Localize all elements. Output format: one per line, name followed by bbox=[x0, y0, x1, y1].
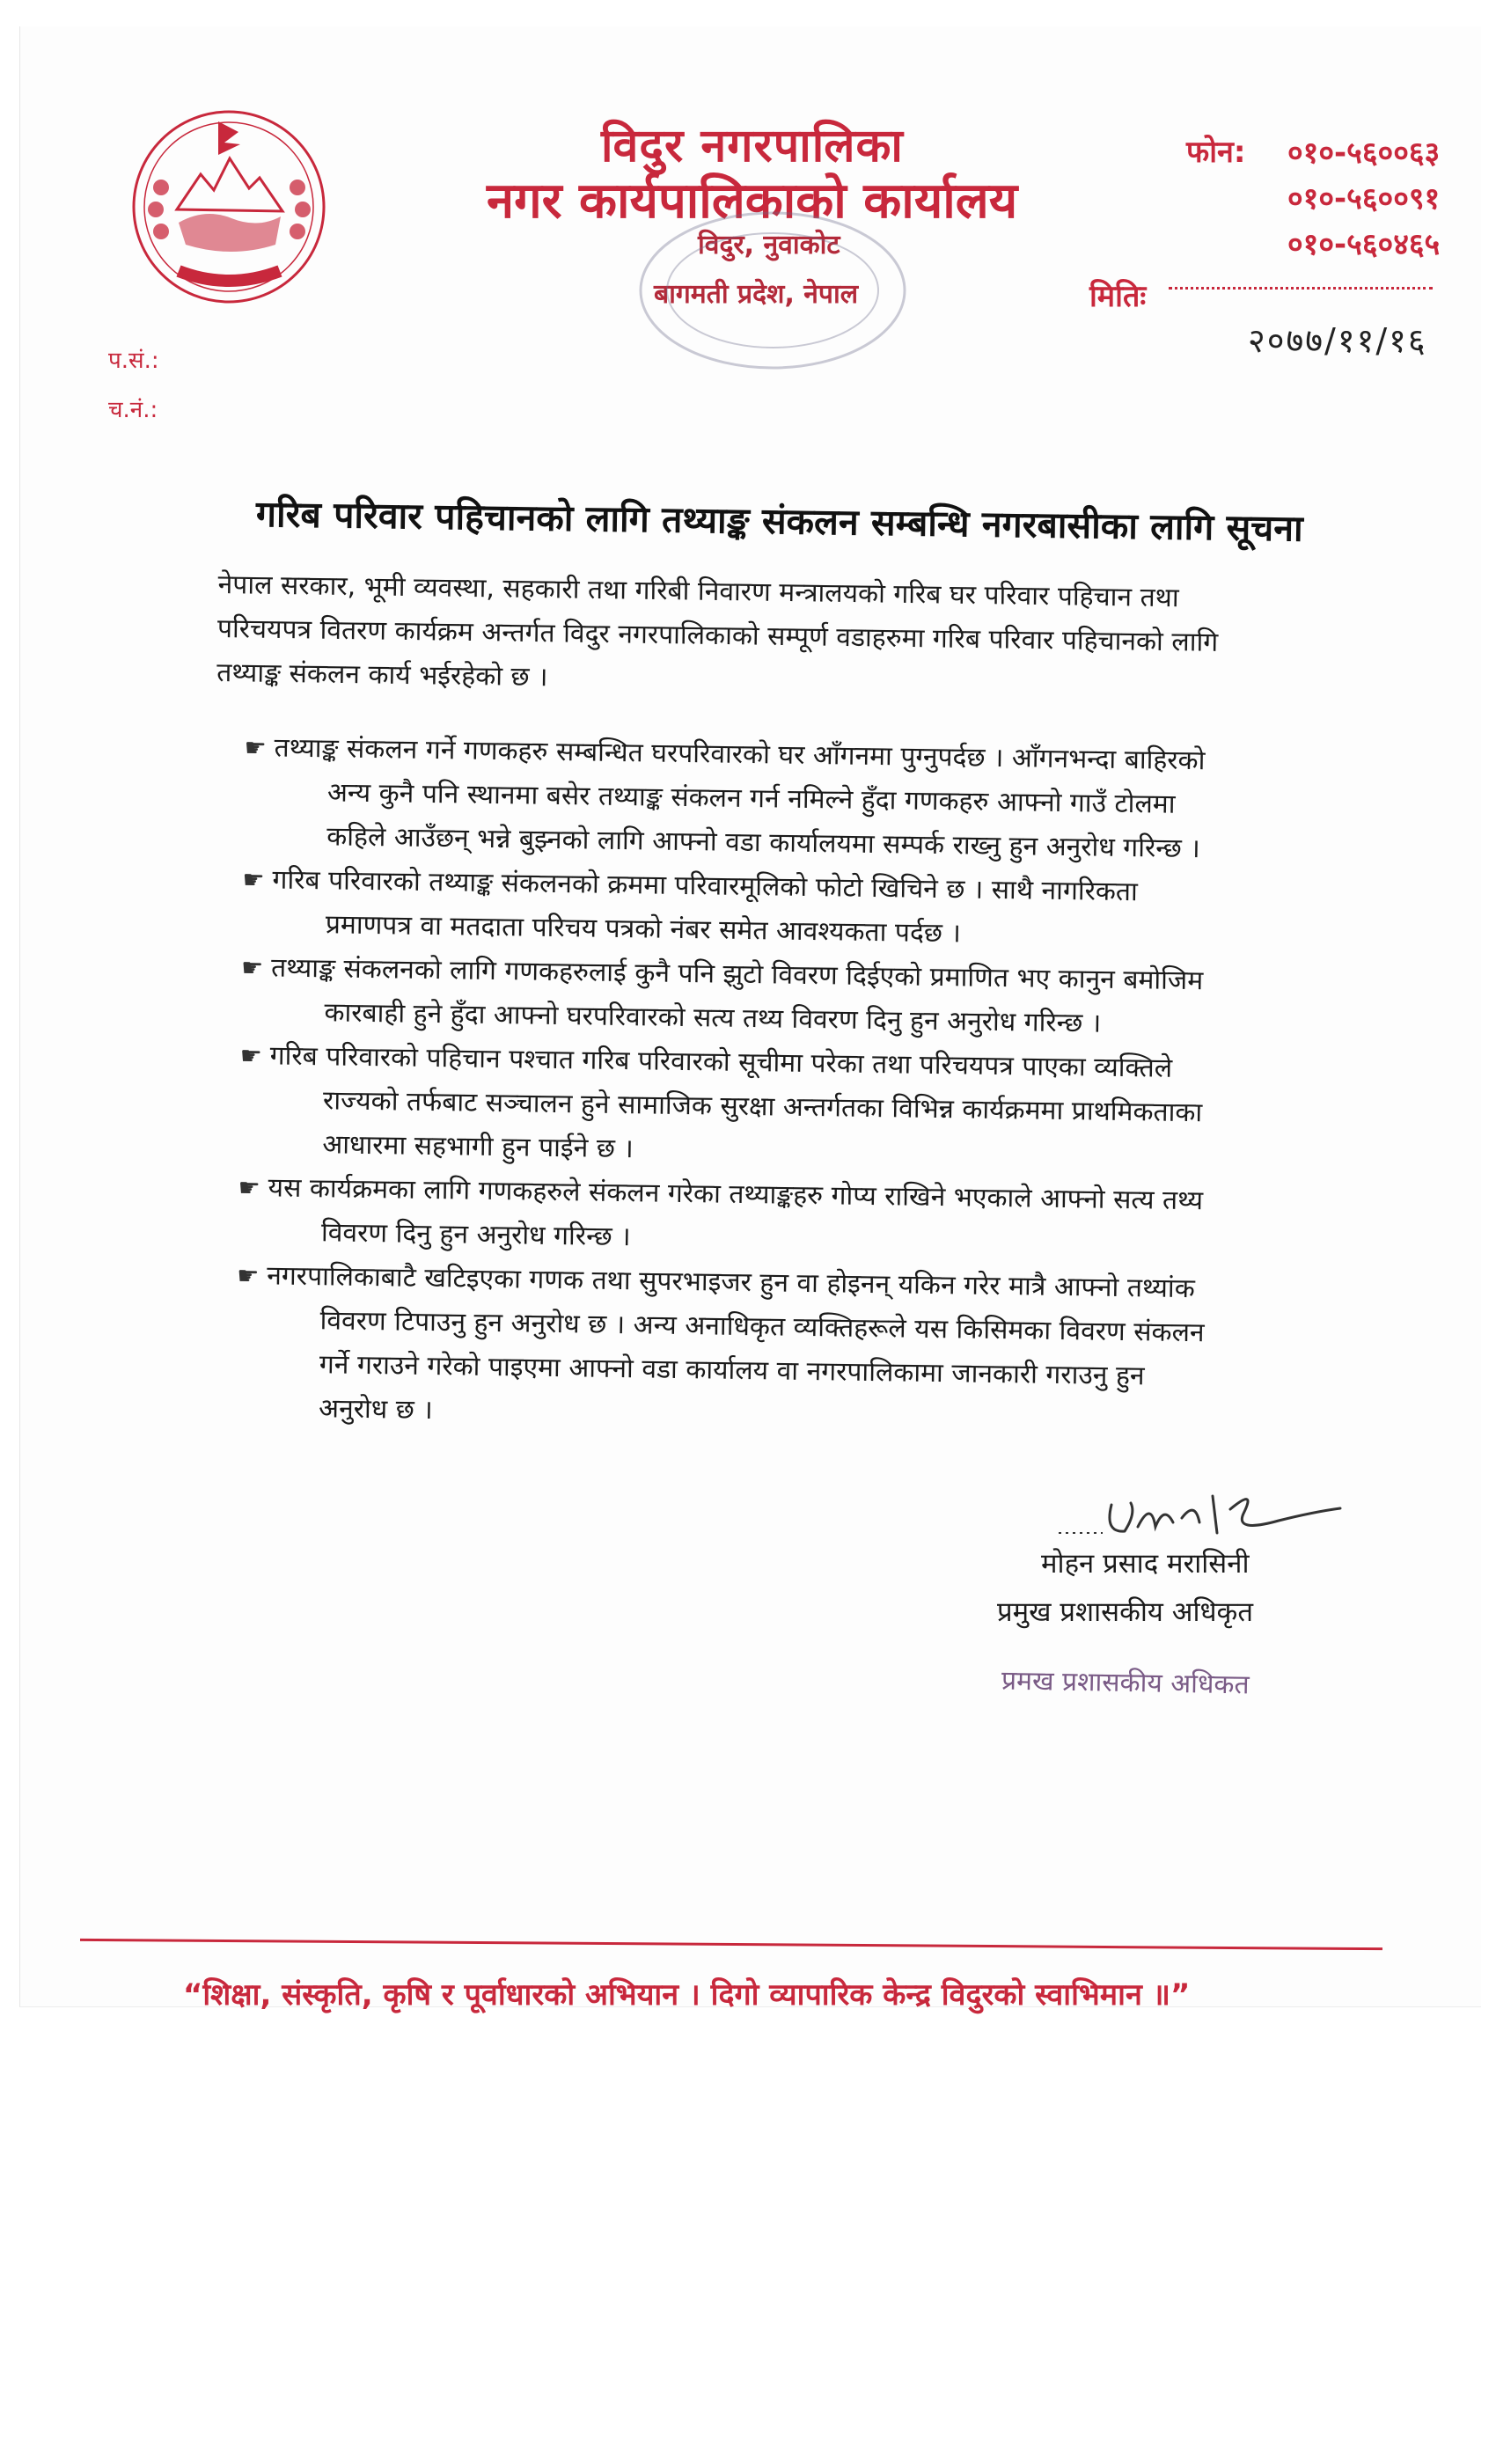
bullet-line: राज्यको तर्फबाट सञ्चालन हुने सामाजिक सुरक्षा अन्तर्गतका विभिन्न कार्यक्रममा प्राथमिकताका bbox=[322, 1085, 1203, 1129]
phone-label: फोन: bbox=[1186, 135, 1246, 170]
bullet-item bbox=[243, 726, 1415, 875]
phone-number: ०१०-५६००६३ bbox=[1287, 136, 1441, 171]
signatory-title: प्रमुख प्रशासकीय अधिकृत bbox=[997, 1596, 1254, 1628]
intro-line: तथ्याङ्क संकलन कार्य भईरहेको छ । bbox=[216, 656, 548, 693]
reference-number-label: प.सं.: bbox=[108, 348, 159, 374]
pointing-hand-icon: ☛ bbox=[237, 1260, 260, 1291]
bullet-line: अनुरोध छ । bbox=[318, 1393, 433, 1426]
bullet-line: कहिले आउँछन् भन्ने बुझ्नको लागि आफ्नो वडा कार्यालयमा सम्पर्क राख्नु हुन अनुरोध गरिन्छ । bbox=[326, 821, 1200, 865]
bullet-line: विवरण टिपाउनु हुन अनुरोध छ । अन्य अनाधिकृत व्यक्तिहरूले यस किसिमका विवरण संकलन bbox=[319, 1305, 1205, 1349]
signatory-stamp: प्रमख प्रशासकीय अधिकत bbox=[1001, 1665, 1250, 1701]
intro-line: परिचयपत्र वितरण कार्यक्रम अन्तर्गत विदुर नगरपालिकाको सम्पूर्ण वडाहरुमा गरिब परिवार पहिचानको लागि bbox=[216, 612, 1219, 658]
phone-number: ०१०-५६००९१ bbox=[1287, 181, 1441, 216]
bullet-line: गरिब परिवारको पहिचान पश्चात गरिब परिवारको सूचीमा परेका तथा परिचयपत्र पाएका व्यक्तिले bbox=[269, 1040, 1173, 1084]
pointing-hand-icon: ☛ bbox=[240, 952, 264, 983]
notice-title: गरिब परिवार पहिचानको लागि तथ्याङ्क संकलन सम्बन्धि नगरबासीका लागि सूचना bbox=[255, 493, 1304, 550]
notice-intro bbox=[216, 563, 1415, 712]
intro-line: नेपाल सरकार, भूमी व्यवस्था, सहकारी तथा गरिबी निवारण मन्त्रालयको गरिब घर परिवार पहिचान तथा bbox=[217, 568, 1179, 614]
address-line1: विदुर, नुवाकोट bbox=[698, 230, 840, 260]
notice-bullets bbox=[235, 726, 1415, 1446]
bullet-item bbox=[238, 1166, 1409, 1271]
bullet-item bbox=[235, 1254, 1408, 1447]
bullet-line: तथ्याङ्क संकलनको लागि गणकहरुलाई कुनै पनि झुटो विवरण दिईएको प्रमाणित भए कानुन बमोजिम bbox=[270, 952, 1204, 997]
date-value: २०७७/११/१६ bbox=[1248, 321, 1427, 360]
address-line2: बागमती प्रदेश, नेपाल bbox=[654, 279, 859, 310]
date-dotted-line bbox=[1169, 287, 1433, 290]
footer-motto: “शिक्षा, संस्कृति, कृषि र पूर्वाधारको अभियान । दिगो व्यापारिक केन्द्र विदुरको स्वाभिमान ॥” bbox=[183, 1977, 1191, 2013]
bullet-line: गर्ने गराउने गरेको पाइएमा आफ्नो वडा कार्यालय वा नगरपालिकामा जानकारी गराउनु हुन bbox=[319, 1349, 1145, 1392]
pointing-hand-icon: ☛ bbox=[244, 732, 267, 763]
bullet-item bbox=[242, 858, 1413, 963]
office-stamp bbox=[627, 202, 918, 378]
bullet-line: प्रमाणपत्र वा मतदाता परिचय पत्रको नंबर समेत आवश्यकता पर्दछ । bbox=[325, 909, 962, 950]
nepal-emblem-logo bbox=[126, 104, 333, 311]
office-name: नगर कार्यपालिकाको कार्यालय bbox=[487, 172, 1018, 230]
bullet-line: विवरण दिनु हुन अनुरोध गरिन्छ । bbox=[320, 1217, 631, 1253]
footer-divider bbox=[80, 1939, 1382, 1950]
letter-sheet bbox=[19, 26, 1481, 2013]
bullet-line: गरिब परिवारको तथ्याङ्क संकलनको क्रममा परिवारमूलिको फोटो खिचिने छ । साथै नागरिकता bbox=[272, 864, 1139, 908]
dispatch-number-label: च.नं.: bbox=[108, 397, 158, 423]
pointing-hand-icon: ☛ bbox=[242, 864, 265, 895]
signatory-name: मोहन प्रसाद मरासिनी bbox=[1041, 1548, 1250, 1580]
bullet-line: कारबाही हुने हुँदा आफ्नो घरपरिवारको सत्य तथ्य विवरण दिनु हुन अनुरोध गरिन्छ । bbox=[324, 997, 1102, 1039]
bullet-line: तथ्याङ्क संकलन गर्ने गणकहरु सम्बन्धित घरपरिवारको घर आँगनमा पुग्नुपर्दछ । आँगनभन्दा बाहिरको bbox=[274, 732, 1206, 777]
phone-number: ०१०-५६०४६५ bbox=[1287, 227, 1441, 262]
bullet-item bbox=[240, 946, 1412, 1051]
bullet-line: अन्य कुनै पनि स्थानमा बसेर तथ्याङ्क संकलन गर्न नमिल्ने हुँदा गणकहरु आफ्नो गाउँ टोलमा bbox=[326, 777, 1176, 820]
date-label: मितिः bbox=[1089, 279, 1147, 314]
pointing-hand-icon: ☛ bbox=[238, 1172, 261, 1203]
org-name: विदुर नगरपालिका bbox=[601, 120, 904, 172]
bullet-item bbox=[238, 1034, 1411, 1183]
bullet-line: यस कार्यक्रमका लागि गणकहरुले संकलन गरेका तथ्याङ्कहरु गोप्य राखिने भएकाले आफ्नो सत्य तथ्य bbox=[268, 1172, 1204, 1217]
bullet-line: नगरपालिकाबाटै खटिइएका गणक तथा सुपरभाइजर हुन वा होइनन् यकिन गरेर मात्रै आफ्नो तथ्यांक bbox=[267, 1260, 1195, 1305]
bullet-line: आधारमा सहभागी हुन पाईने छ । bbox=[322, 1129, 634, 1165]
phone-numbers bbox=[1287, 130, 1440, 268]
pointing-hand-icon: ☛ bbox=[239, 1040, 263, 1071]
